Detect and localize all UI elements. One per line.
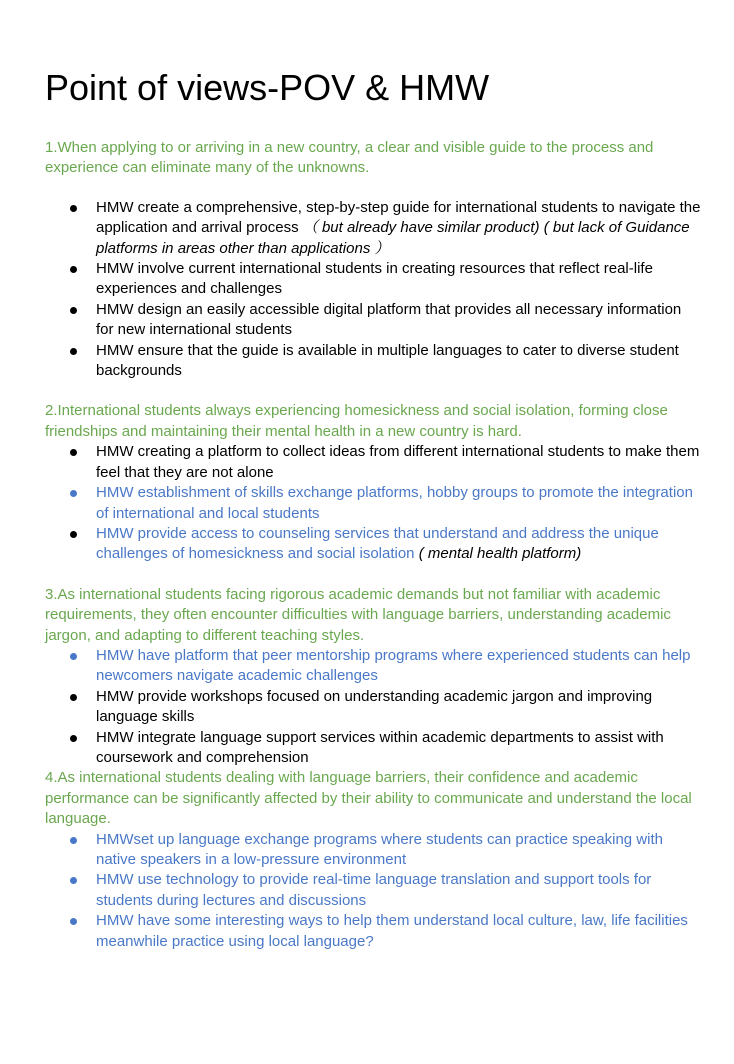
list-item: HMW integrate language support services within academic departments to assist with coursework and comprehension <box>45 728 701 769</box>
bullet-icon <box>70 266 77 273</box>
list-item: HMW design an easily accessible digital platform that provides all necessary information for new international students <box>45 300 701 341</box>
document-body <box>45 138 701 952</box>
list-item: HMW ensure that the guide is available in multiple languages to cater to diverse student backgrounds <box>45 341 701 382</box>
bullet-icon <box>70 735 77 742</box>
section-4-list <box>45 830 701 952</box>
list-item: HMW provide access to counseling services that understand and address the unique challenges of homesickness and social isolation ( mental health platform) <box>45 524 701 565</box>
section-2-heading: 2.International students always experiencing homesickness and social isolation, forming close friendships and maintaining their mental health in a new country is hard. <box>45 402 668 440</box>
bullet-icon <box>70 653 77 660</box>
section-3-list <box>45 646 701 768</box>
list-item: HMW create a comprehensive, step-by-step guide for international students to navigate the application and arrival process （ but already have similar product) ( but lack of Guidance platforms in areas other than applications ） <box>45 198 701 259</box>
list-item: HMW have platform that peer mentorship programs where experienced students can help newcomers navigate academic challenges <box>45 646 701 687</box>
bullet-icon <box>70 205 77 212</box>
section-2-list <box>45 442 701 564</box>
bullet-icon <box>70 449 77 456</box>
item-note: （ but already have similar product) ( but lack of Guidance platforms in areas other than applications ） <box>96 219 690 257</box>
item-note: ( mental health platform) <box>418 545 582 563</box>
bullet-icon <box>70 694 77 701</box>
list-item: HMWset up language exchange programs where students can practice speaking with native speakers in a low-pressure environment <box>45 830 701 871</box>
bullet-icon <box>70 918 77 925</box>
bullet-icon <box>70 348 77 355</box>
list-item: HMW use technology to provide real-time language translation and support tools for students during lectures and discussions <box>45 870 701 911</box>
list-item: HMW provide workshops focused on understanding academic jargon and improving language skills <box>45 687 701 728</box>
list-item: HMW have some interesting ways to help them understand local culture, law, life facilities meanwhile practice using local language? <box>45 911 701 952</box>
section-1-heading: 1.When applying to or arriving in a new country, a clear and visible guide to the process and experience can eliminate many of the unknowns. <box>45 139 654 177</box>
bullet-icon <box>70 877 77 884</box>
list-item: HMW creating a platform to collect ideas from different international students to make them feel that they are not alone <box>45 442 701 483</box>
bullet-icon <box>70 307 77 314</box>
section-1-list <box>45 198 701 382</box>
list-item: HMW establishment of skills exchange platforms, hobby groups to promote the integration of international and local students <box>45 483 701 524</box>
section-4-heading: 4.As international students dealing with language barriers, their confidence and academic performance can be significantly affected by their ability to communicate and understand the local language. <box>45 769 692 828</box>
page-title: Point of views-POV & HMW <box>45 67 490 108</box>
section-3-heading: 3.As international students facing rigorous academic demands but not familiar with academic requirements, they often encounter difficulties with language barriers, understanding academic jargon, and adapting to different teaching styles. <box>45 585 671 644</box>
bullet-icon <box>70 531 77 538</box>
bullet-icon <box>70 837 77 844</box>
bullet-icon <box>70 490 77 497</box>
list-item: HMW involve current international students in creating resources that reflect real-life experiences and challenges <box>45 259 701 300</box>
